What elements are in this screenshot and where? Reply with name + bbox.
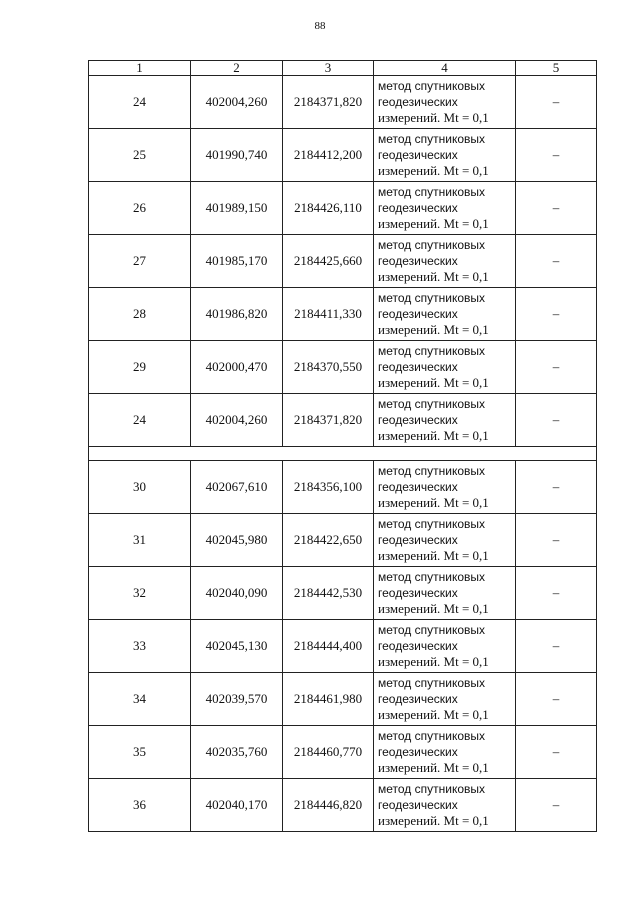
table-row xyxy=(89,76,597,129)
method-line-3: измерений. Mt = 0,1 xyxy=(378,548,489,563)
method-line-2: геодезических xyxy=(378,360,458,374)
page-number: 88 xyxy=(314,20,326,32)
note-cell xyxy=(516,514,597,567)
dash-mark: – xyxy=(552,638,560,653)
dash-mark: – xyxy=(552,94,560,109)
coordinate-x: 402004,260 xyxy=(191,394,283,447)
coordinate-y: 2184442,530 xyxy=(283,567,374,620)
coordinate-y: 2184446,820 xyxy=(283,779,374,832)
dash-mark: – xyxy=(552,479,560,494)
method-line-1: метод спутниковых xyxy=(378,238,486,252)
point-number: 33 xyxy=(89,620,191,673)
point-number: 34 xyxy=(89,673,191,726)
column-header-2: 2 xyxy=(191,61,283,76)
table-row xyxy=(89,620,597,673)
method-line-3: измерений. Mt = 0,1 xyxy=(378,322,489,337)
coordinate-x: 402039,570 xyxy=(191,673,283,726)
method-line-2: геодезических xyxy=(378,95,458,109)
table-row xyxy=(89,182,597,235)
method-line-3: измерений. Mt = 0,1 xyxy=(378,707,489,722)
method-line-2: геодезических xyxy=(378,201,458,215)
coordinate-x: 402000,470 xyxy=(191,341,283,394)
method-line-2: геодезических xyxy=(378,480,458,494)
method-line-1: метод спутниковых xyxy=(378,676,486,690)
table-body xyxy=(89,76,597,832)
method-line-3: измерений. Mt = 0,1 xyxy=(378,269,489,284)
method-cell xyxy=(374,620,516,673)
column-header-5: 5 xyxy=(516,61,597,76)
coordinates-table xyxy=(88,60,597,832)
method-line-1: метод спутниковых xyxy=(378,397,486,411)
method-line-3: измерений. Mt = 0,1 xyxy=(378,654,489,669)
coordinate-y: 2184425,660 xyxy=(283,235,374,288)
coordinate-x: 402045,130 xyxy=(191,620,283,673)
note-cell xyxy=(516,726,597,779)
method-line-3: измерений. Mt = 0,1 xyxy=(378,163,489,178)
dash-mark: – xyxy=(552,585,560,600)
dash-mark: – xyxy=(552,797,560,812)
method-cell xyxy=(374,514,516,567)
group-separator-row xyxy=(89,447,597,461)
dash-mark: – xyxy=(552,532,560,547)
coordinate-x: 402004,260 xyxy=(191,76,283,129)
method-line-1: метод спутниковых xyxy=(378,570,486,584)
note-cell xyxy=(516,394,597,447)
coordinate-x: 402067,610 xyxy=(191,461,283,514)
coordinate-y: 2184426,110 xyxy=(283,182,374,235)
coordinate-y: 2184371,820 xyxy=(283,394,374,447)
table-row xyxy=(89,726,597,779)
method-line-2: геодезических xyxy=(378,533,458,547)
note-cell xyxy=(516,461,597,514)
method-cell xyxy=(374,779,516,832)
method-cell xyxy=(374,288,516,341)
method-line-1: метод спутниковых xyxy=(378,517,486,531)
method-cell xyxy=(374,76,516,129)
method-line-1: метод спутниковых xyxy=(378,132,486,146)
coordinate-y: 2184412,200 xyxy=(283,129,374,182)
table-row xyxy=(89,394,597,447)
method-line-1: метод спутниковых xyxy=(378,291,486,305)
method-line-2: геодезических xyxy=(378,254,458,268)
table-header xyxy=(89,61,597,76)
dash-mark: – xyxy=(552,147,560,162)
method-line-1: метод спутниковых xyxy=(378,464,486,478)
table-row xyxy=(89,514,597,567)
method-line-1: метод спутниковых xyxy=(378,185,486,199)
method-cell xyxy=(374,461,516,514)
method-line-1: метод спутниковых xyxy=(378,782,486,796)
point-number: 30 xyxy=(89,461,191,514)
column-header-1: 1 xyxy=(89,61,191,76)
method-line-2: геодезических xyxy=(378,745,458,759)
table-row xyxy=(89,673,597,726)
method-cell xyxy=(374,567,516,620)
method-line-2: геодезических xyxy=(378,586,458,600)
note-cell xyxy=(516,779,597,832)
point-number: 36 xyxy=(89,779,191,832)
coordinate-y: 2184460,770 xyxy=(283,726,374,779)
method-line-3: измерений. Mt = 0,1 xyxy=(378,375,489,390)
coordinate-y: 2184371,820 xyxy=(283,76,374,129)
method-line-2: геодезических xyxy=(378,148,458,162)
coordinate-x: 402035,760 xyxy=(191,726,283,779)
point-number: 27 xyxy=(89,235,191,288)
method-line-3: измерений. Mt = 0,1 xyxy=(378,110,489,125)
method-line-1: метод спутниковых xyxy=(378,729,486,743)
note-cell xyxy=(516,182,597,235)
coordinate-y: 2184370,550 xyxy=(283,341,374,394)
coordinate-y: 2184422,650 xyxy=(283,514,374,567)
note-cell xyxy=(516,76,597,129)
point-number: 29 xyxy=(89,341,191,394)
method-line-3: измерений. Mt = 0,1 xyxy=(378,601,489,616)
point-number: 28 xyxy=(89,288,191,341)
method-line-3: измерений. Mt = 0,1 xyxy=(378,813,489,828)
table-row xyxy=(89,567,597,620)
coordinate-x: 402040,170 xyxy=(191,779,283,832)
note-cell xyxy=(516,673,597,726)
dash-mark: – xyxy=(552,744,560,759)
dash-mark: – xyxy=(552,412,560,427)
method-line-3: измерений. Mt = 0,1 xyxy=(378,216,489,231)
column-header-4: 4 xyxy=(374,61,516,76)
coordinate-y: 2184461,980 xyxy=(283,673,374,726)
note-cell xyxy=(516,235,597,288)
method-cell xyxy=(374,129,516,182)
method-cell xyxy=(374,341,516,394)
dash-mark: – xyxy=(552,200,560,215)
note-cell xyxy=(516,129,597,182)
point-number: 32 xyxy=(89,567,191,620)
table-row xyxy=(89,461,597,514)
point-number: 24 xyxy=(89,394,191,447)
method-line-2: геодезических xyxy=(378,413,458,427)
coordinate-x: 401989,150 xyxy=(191,182,283,235)
coordinate-y: 2184444,400 xyxy=(283,620,374,673)
table-row xyxy=(89,341,597,394)
method-line-3: измерений. Mt = 0,1 xyxy=(378,495,489,510)
coordinate-x: 402045,980 xyxy=(191,514,283,567)
point-number: 25 xyxy=(89,129,191,182)
coordinate-x: 402040,090 xyxy=(191,567,283,620)
method-line-3: измерений. Mt = 0,1 xyxy=(378,428,489,443)
dash-mark: – xyxy=(552,306,560,321)
point-number: 24 xyxy=(89,76,191,129)
table-row xyxy=(89,779,597,832)
dash-mark: – xyxy=(552,691,560,706)
group-separator-cell xyxy=(89,447,597,461)
method-cell xyxy=(374,182,516,235)
method-line-2: геодезических xyxy=(378,307,458,321)
method-cell xyxy=(374,394,516,447)
method-cell xyxy=(374,673,516,726)
table-row xyxy=(89,288,597,341)
method-cell xyxy=(374,235,516,288)
note-cell xyxy=(516,341,597,394)
coordinate-x: 401990,740 xyxy=(191,129,283,182)
method-line-1: метод спутниковых xyxy=(378,79,486,93)
coordinate-x: 401986,820 xyxy=(191,288,283,341)
coordinate-y: 2184356,100 xyxy=(283,461,374,514)
method-line-1: метод спутниковых xyxy=(378,623,486,637)
note-cell xyxy=(516,620,597,673)
table-row xyxy=(89,235,597,288)
method-cell xyxy=(374,726,516,779)
method-line-2: геодезических xyxy=(378,639,458,653)
note-cell xyxy=(516,567,597,620)
column-header-3: 3 xyxy=(283,61,374,76)
method-line-1: метод спутниковых xyxy=(378,344,486,358)
table-row xyxy=(89,129,597,182)
dash-mark: – xyxy=(552,359,560,374)
method-line-3: измерений. Mt = 0,1 xyxy=(378,760,489,775)
coordinate-y: 2184411,330 xyxy=(283,288,374,341)
method-line-2: геодезических xyxy=(378,692,458,706)
point-number: 31 xyxy=(89,514,191,567)
dash-mark: – xyxy=(552,253,560,268)
note-cell xyxy=(516,288,597,341)
coordinate-x: 401985,170 xyxy=(191,235,283,288)
point-number: 26 xyxy=(89,182,191,235)
point-number: 35 xyxy=(89,726,191,779)
method-line-2: геодезических xyxy=(378,798,458,812)
